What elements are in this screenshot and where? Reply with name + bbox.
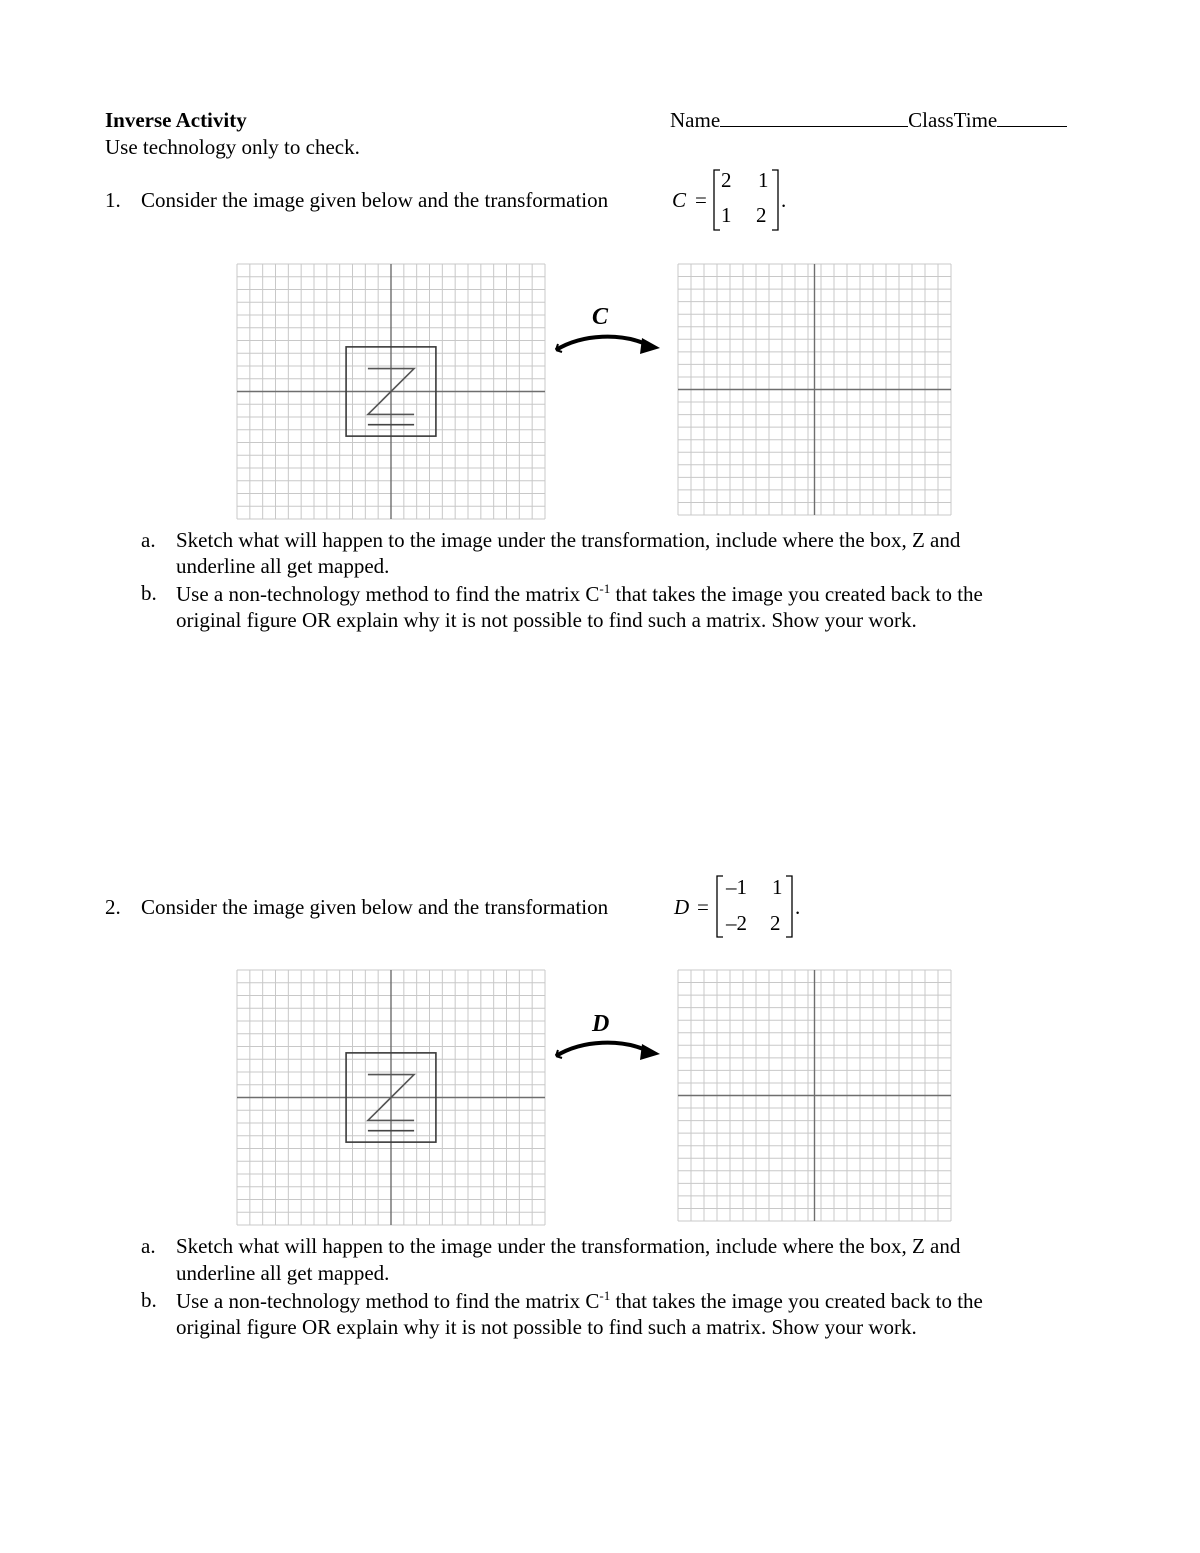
- inverse-superscript: -1: [599, 581, 611, 596]
- matrix-cell: –2: [726, 911, 747, 935]
- problem-1-number: 1.: [105, 188, 121, 212]
- matrix-cell: 2: [770, 911, 781, 935]
- problem-1-end: .: [781, 188, 787, 212]
- matrix-cell: 1: [758, 168, 769, 192]
- problem-2-part-a-line1: Sketch what will happen to the image under the transformation, include where the box, Z and: [176, 1234, 961, 1258]
- problem-1-arrow-label: C: [592, 304, 609, 330]
- instructions: Use technology only to check.: [105, 135, 360, 159]
- inverse-superscript: -1: [599, 1288, 611, 1303]
- problem-1-matrix-name: C: [672, 188, 687, 212]
- problem-1-part-a-line1: Sketch what will happen to the image under the transformation, include where the box, Z and: [176, 528, 961, 552]
- problem-2-matrix-name: D: [674, 895, 690, 919]
- problem-2-part-b-line1: [176, 1288, 983, 1314]
- part-b-text: Use a non-technology method to find the matrix C: [176, 582, 600, 606]
- curved-arrow-icon: [552, 1036, 672, 1086]
- problem-1-part-b-letter: b.: [141, 581, 157, 605]
- problem-2-part-b-line2: original figure OR explain why it is not possible to find such a matrix. Show your work.: [176, 1315, 917, 1339]
- problem-2-original-grid: [237, 970, 547, 1230]
- part-b-text: that takes the image you created back to the: [610, 1289, 983, 1313]
- part-b-text: Use a non-technology method to find the matrix C: [176, 1289, 600, 1313]
- problem-2-arrow-label: D: [592, 1011, 610, 1037]
- problem-2-prompt: Consider the image given below and the transformation: [141, 895, 609, 919]
- matrix-cell: 2: [756, 203, 767, 227]
- problem-2-part-a-line2: underline all get mapped.: [176, 1261, 390, 1285]
- matrix-cell: 2: [721, 168, 732, 192]
- problem-2-end: .: [795, 895, 801, 919]
- problem-2-equals: =: [697, 895, 709, 919]
- problem-2-answer-grid[interactable]: [678, 970, 953, 1225]
- problem-1-part-b-line2: original figure OR explain why it is not possible to find such a matrix. Show your work.: [176, 608, 917, 632]
- problem-1-equals: =: [695, 188, 707, 212]
- worksheet-title: Inverse Activity: [105, 108, 247, 132]
- problem-1-part-a-line2: underline all get mapped.: [176, 554, 390, 578]
- problem-2-part-a-letter: a.: [141, 1234, 156, 1258]
- problem-1-part-a-letter: a.: [141, 528, 156, 552]
- problem-2-part-b-letter: b.: [141, 1288, 157, 1312]
- matrix-cell: 1: [721, 203, 732, 227]
- classtime-label: ClassTime: [908, 108, 998, 132]
- part-b-text: that takes the image you created back to the: [610, 582, 983, 606]
- problem-2-number: 2.: [105, 895, 121, 919]
- matrix-cell: –1: [726, 875, 747, 899]
- problem-1-prompt: Consider the image given below and the transformation: [141, 188, 609, 212]
- name-label: Name: [670, 108, 721, 132]
- matrix-cell: 1: [772, 875, 783, 899]
